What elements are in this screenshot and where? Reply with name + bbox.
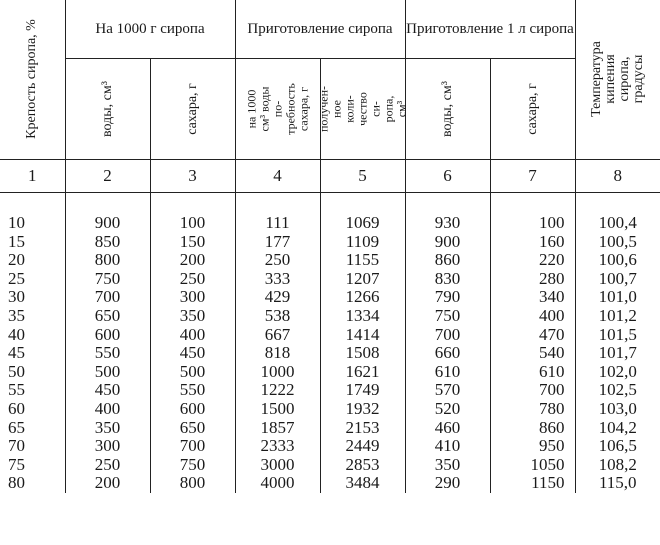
table-cell: 200 bbox=[65, 474, 150, 493]
header-syrup-amount-label: получен- ное коли- чество си- ропа, см³ bbox=[316, 85, 408, 132]
table-row bbox=[0, 419, 660, 438]
table-cell: 600 bbox=[150, 400, 235, 419]
table-cell: 2449 bbox=[320, 437, 405, 456]
table-row bbox=[0, 233, 660, 252]
table-cell: 290 bbox=[405, 474, 490, 493]
table-cell: 850 bbox=[65, 233, 150, 252]
table-row bbox=[0, 363, 660, 382]
header-water-per-1l bbox=[405, 58, 490, 159]
table-cell: 400 bbox=[490, 307, 575, 326]
table-cell: 1222 bbox=[235, 381, 320, 400]
table-cell: 350 bbox=[65, 419, 150, 438]
table-row bbox=[0, 400, 660, 419]
table-cell: 800 bbox=[150, 474, 235, 493]
column-number: 6 bbox=[405, 159, 490, 192]
table-row bbox=[0, 474, 660, 493]
table-cell: 280 bbox=[490, 270, 575, 289]
table-cell: 1932 bbox=[320, 400, 405, 419]
table-cell: 470 bbox=[490, 326, 575, 345]
header-sugar-per-1l-label: сахара, г bbox=[524, 82, 540, 135]
column-number: 1 bbox=[0, 159, 65, 192]
table-cell: 100,5 bbox=[575, 233, 660, 252]
table-cell: 30 bbox=[8, 287, 25, 307]
header-syrup-amount bbox=[316, 58, 408, 159]
header-sugar-per-1000g-label: сахара, г bbox=[184, 82, 200, 135]
table-cell: 790 bbox=[405, 288, 490, 307]
table-cell: 700 bbox=[65, 288, 150, 307]
table-cell: 103,0 bbox=[575, 400, 660, 419]
table-cell: 1109 bbox=[320, 233, 405, 252]
table-cell: 750 bbox=[65, 270, 150, 289]
table-cell: 660 bbox=[405, 344, 490, 363]
table-cell: 1621 bbox=[320, 363, 405, 382]
table-cell: 1050 bbox=[490, 456, 575, 475]
table-cell: 2153 bbox=[320, 419, 405, 438]
table-cell: 100,4 bbox=[575, 214, 660, 233]
table-cell: 104,2 bbox=[575, 419, 660, 438]
table-cell: 540 bbox=[490, 344, 575, 363]
table-cell: 800 bbox=[65, 251, 150, 270]
table-cell: 570 bbox=[405, 381, 490, 400]
table-cell: 40 bbox=[8, 324, 25, 344]
table-row bbox=[0, 288, 660, 307]
table-cell: 900 bbox=[405, 233, 490, 252]
table-row bbox=[0, 456, 660, 475]
table-cell: 102,5 bbox=[575, 381, 660, 400]
table-cell: 1069 bbox=[320, 214, 405, 233]
table-cell: 429 bbox=[235, 288, 320, 307]
table-cell: 3000 bbox=[235, 456, 320, 475]
table-cell: 500 bbox=[150, 363, 235, 382]
table-cell: 106,5 bbox=[575, 437, 660, 456]
table-cell: 1207 bbox=[320, 270, 405, 289]
column-number: 8 bbox=[575, 159, 660, 192]
table-cell: 1334 bbox=[320, 307, 405, 326]
table-cell: 860 bbox=[405, 251, 490, 270]
table-cell: 101,7 bbox=[575, 344, 660, 363]
table-cell: 930 bbox=[405, 214, 490, 233]
table-cell: 1155 bbox=[320, 251, 405, 270]
table-cell: 250 bbox=[65, 456, 150, 475]
table-cell: 100,6 bbox=[575, 251, 660, 270]
table-cell: 300 bbox=[65, 437, 150, 456]
table-cell: 101,2 bbox=[575, 307, 660, 326]
table-cell: 500 bbox=[65, 363, 150, 382]
table-cell: 200 bbox=[150, 251, 235, 270]
table-cell: 150 bbox=[150, 233, 235, 252]
header-boiling-temp bbox=[575, 0, 660, 159]
table-cell: 1000 bbox=[235, 363, 320, 382]
table-cell: 250 bbox=[235, 251, 320, 270]
group-syrup-preparation bbox=[235, 0, 405, 58]
table-body bbox=[0, 214, 660, 493]
table-row bbox=[0, 214, 660, 233]
table-cell: 60 bbox=[8, 398, 25, 418]
table-cell: 102,0 bbox=[575, 363, 660, 382]
table-cell: 2853 bbox=[320, 456, 405, 475]
header-strength-label: Крепость сиропа, % bbox=[24, 19, 40, 140]
table-cell: 1508 bbox=[320, 344, 405, 363]
header-sugar-per-1000g bbox=[150, 58, 235, 159]
table-cell: 650 bbox=[65, 307, 150, 326]
table-cell: 400 bbox=[65, 400, 150, 419]
table-cell: 818 bbox=[235, 344, 320, 363]
header-water-per-1000g-label: воды, см³ bbox=[99, 80, 115, 137]
table-cell: 108,2 bbox=[575, 456, 660, 475]
group-1l-preparation bbox=[405, 0, 575, 58]
column-number: 2 bbox=[65, 159, 150, 192]
column-number: 3 bbox=[150, 159, 235, 192]
table-cell: 4000 bbox=[235, 474, 320, 493]
table-cell: 340 bbox=[490, 288, 575, 307]
table-cell: 520 bbox=[405, 400, 490, 419]
table-cell: 100 bbox=[150, 214, 235, 233]
table-cell: 900 bbox=[65, 214, 150, 233]
table-cell: 860 bbox=[490, 419, 575, 438]
table-cell: 550 bbox=[65, 344, 150, 363]
table-cell: 100 bbox=[490, 214, 575, 233]
table-cell: 1414 bbox=[320, 326, 405, 345]
table-cell: 2333 bbox=[235, 437, 320, 456]
table-cell: 220 bbox=[490, 251, 575, 270]
table-cell: 70 bbox=[8, 436, 25, 456]
table-cell: 65 bbox=[8, 417, 25, 437]
header-sugar-need bbox=[235, 58, 320, 159]
table-cell: 780 bbox=[490, 400, 575, 419]
table-cell: 75 bbox=[8, 454, 25, 474]
table-cell: 160 bbox=[490, 233, 575, 252]
table-cell: 25 bbox=[8, 268, 25, 288]
table-cell: 1150 bbox=[490, 474, 575, 493]
table-cell: 101,0 bbox=[575, 288, 660, 307]
table-cell: 15 bbox=[8, 231, 25, 251]
table-cell: 610 bbox=[490, 363, 575, 382]
table-row bbox=[0, 437, 660, 456]
table-cell: 700 bbox=[405, 326, 490, 345]
table-cell: 20 bbox=[8, 250, 25, 270]
table-cell: 750 bbox=[150, 456, 235, 475]
header-water-per-1l-label: воды, см³ bbox=[439, 80, 455, 137]
table-cell: 50 bbox=[8, 361, 25, 381]
column-number: 5 bbox=[320, 159, 405, 192]
table-cell: 55 bbox=[8, 380, 25, 400]
table-cell: 600 bbox=[65, 326, 150, 345]
column-number: 4 bbox=[235, 159, 320, 192]
table-cell: 830 bbox=[405, 270, 490, 289]
table-cell: 750 bbox=[405, 307, 490, 326]
table-cell: 177 bbox=[235, 233, 320, 252]
header-boiling-temp-label: Температура кипения сиропа, градусы bbox=[588, 41, 646, 118]
table-cell: 700 bbox=[490, 381, 575, 400]
table-cell: 333 bbox=[235, 270, 320, 289]
table-cell: 610 bbox=[405, 363, 490, 382]
spacer-row bbox=[0, 192, 660, 214]
table-cell: 460 bbox=[405, 419, 490, 438]
table-cell: 700 bbox=[150, 437, 235, 456]
table-row bbox=[0, 326, 660, 345]
table-cell: 650 bbox=[150, 419, 235, 438]
table-row bbox=[0, 344, 660, 363]
header-sugar-per-1l bbox=[490, 58, 575, 159]
table-cell: 410 bbox=[405, 437, 490, 456]
table-cell: 350 bbox=[405, 456, 490, 475]
table-cell: 550 bbox=[150, 381, 235, 400]
header-strength bbox=[0, 0, 65, 159]
header-sugar-need-label: на 1000 см³ воды по- требность сахара, г bbox=[244, 82, 310, 135]
table-row bbox=[0, 381, 660, 400]
table-cell: 1266 bbox=[320, 288, 405, 307]
table-cell: 300 bbox=[150, 288, 235, 307]
table-cell: 950 bbox=[490, 437, 575, 456]
table-cell: 3484 bbox=[320, 474, 405, 493]
group-syrup-preparation-label: Приготовление сиропа bbox=[247, 20, 393, 37]
table-cell: 450 bbox=[150, 344, 235, 363]
table-cell: 10 bbox=[8, 213, 25, 232]
table-cell: 80 bbox=[8, 473, 25, 493]
header-water-per-1000g bbox=[65, 58, 150, 159]
table-row bbox=[0, 251, 660, 270]
table-cell: 667 bbox=[235, 326, 320, 345]
table-cell: 35 bbox=[8, 305, 25, 325]
table-row bbox=[0, 307, 660, 326]
column-number: 7 bbox=[490, 159, 575, 192]
group-per-1000g bbox=[65, 0, 235, 58]
group-per-1000g-label: На 1000 г сиропа bbox=[95, 20, 205, 37]
group-1l-preparation-label: Приготовление 1 л сиропа bbox=[406, 20, 574, 37]
table-cell: 111 bbox=[235, 214, 320, 233]
table-cell: 100,7 bbox=[575, 270, 660, 289]
table-row bbox=[0, 270, 660, 289]
table-cell: 1857 bbox=[235, 419, 320, 438]
table-cell: 450 bbox=[65, 381, 150, 400]
table-cell: 400 bbox=[150, 326, 235, 345]
table-cell: 250 bbox=[150, 270, 235, 289]
table-cell: 45 bbox=[8, 343, 25, 363]
column-number-row bbox=[0, 159, 660, 192]
table-cell: 115,0 bbox=[575, 474, 660, 493]
table-cell: 1500 bbox=[235, 400, 320, 419]
table-cell: 101,5 bbox=[575, 326, 660, 345]
table-cell: 538 bbox=[235, 307, 320, 326]
table-cell: 350 bbox=[150, 307, 235, 326]
table-cell: 1749 bbox=[320, 381, 405, 400]
